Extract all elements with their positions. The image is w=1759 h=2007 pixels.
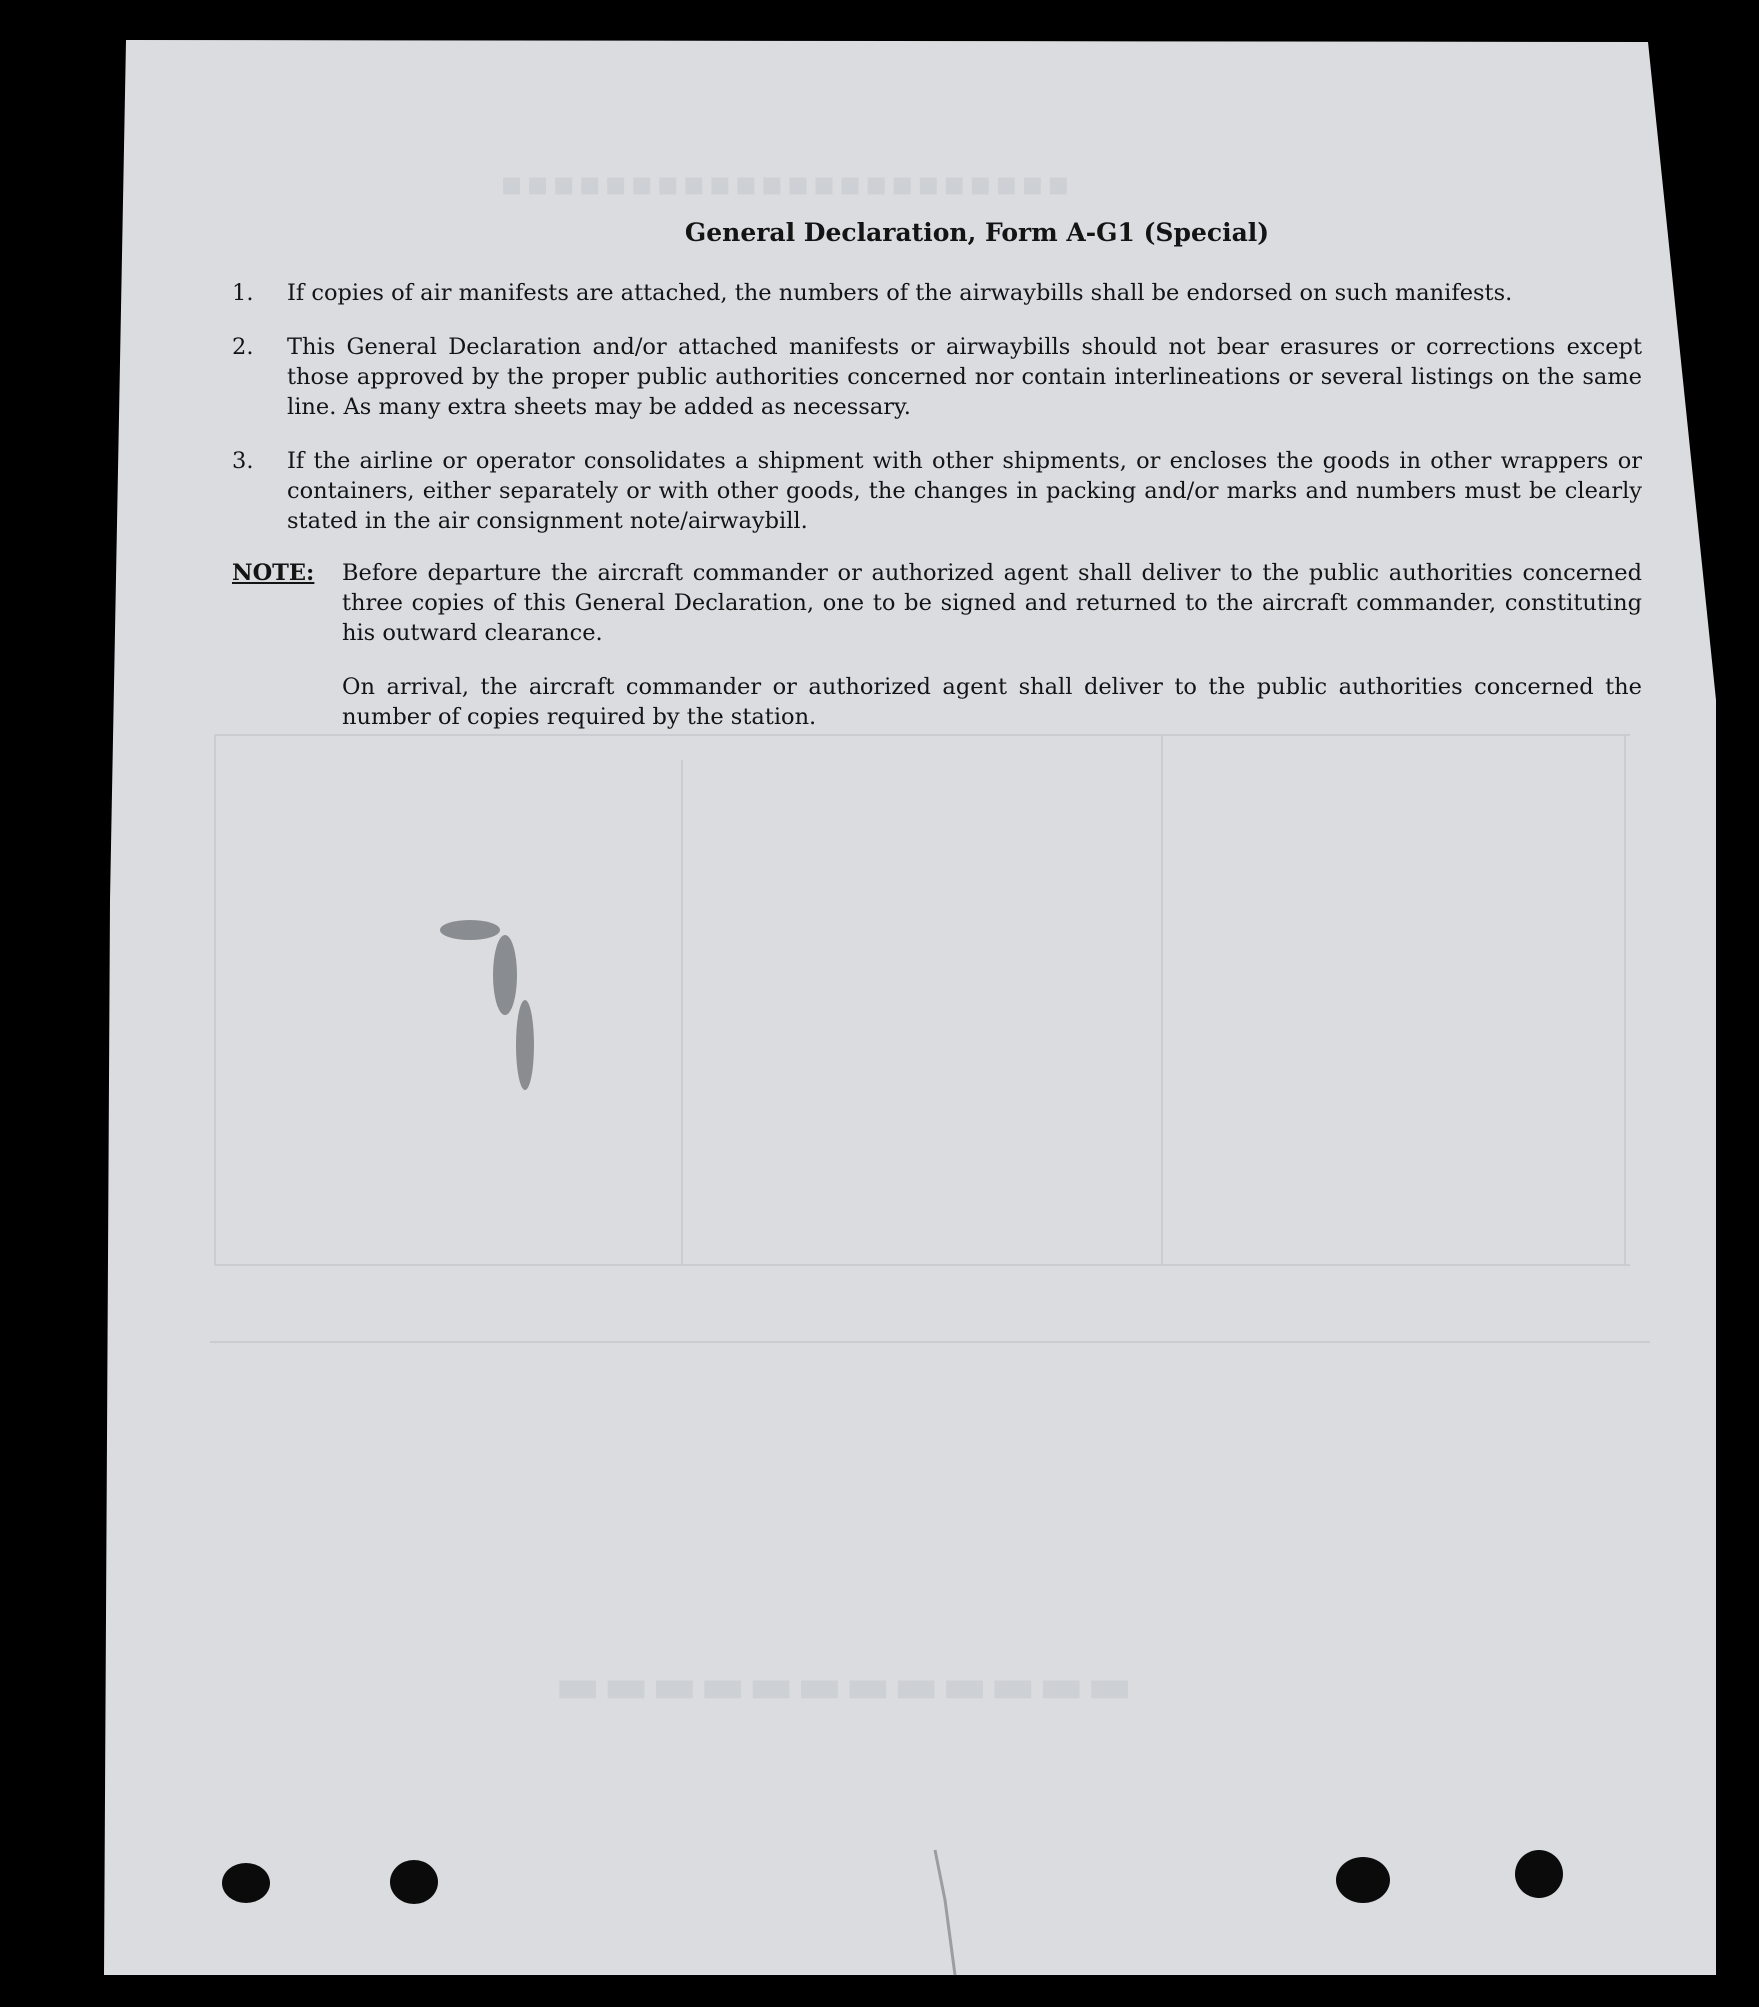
note-body bbox=[342, 558, 1642, 756]
note-section bbox=[232, 558, 1642, 756]
form-title: General Declaration, Form A-G1 (Special) bbox=[684, 218, 1270, 247]
item-text: If the airline or operator consolidates a shipment with other shipments, or encloses the goods in other wrappers or containers, either separately or with other goods, the changes in packing and/or marks and numbers must be clearly stated in the air consignment note/airwaybill. bbox=[287, 448, 1642, 534]
punch-hole bbox=[1336, 1857, 1390, 1903]
item-number: 2. bbox=[232, 334, 254, 360]
item-text: If copies of air manifests are attached, the numbers of the airwaybills shall be endorsed on such manifests. bbox=[287, 280, 1513, 306]
show-through-heading: ▪▪▪▪▪▪▪▪▪▪▪▪▪▪▪▪▪▪▪▪▪▪ bbox=[500, 168, 1073, 208]
note-paragraph: On arrival, the aircraft commander or authorized agent shall deliver to the public authorities concerned the number of copies required by the station. bbox=[342, 674, 1642, 730]
note-paragraph: Before departure the aircraft commander or authorized agent shall deliver to the public authorities concerned three copies of this General Declaration, one to be signed and returned to the aircraft commander, constituting his outward clearance. bbox=[342, 560, 1642, 646]
item-number: 1. bbox=[232, 280, 254, 306]
instruction-item bbox=[232, 332, 1642, 422]
punch-hole bbox=[222, 1863, 270, 1903]
instruction-item bbox=[232, 446, 1642, 536]
note-label: NOTE: bbox=[232, 560, 315, 586]
punch-hole bbox=[1515, 1850, 1563, 1898]
item-text: This General Declaration and/or attached manifests or airwaybills should not bear erasures or corrections except those approved by the proper public authorities concerned nor contain interlineations or several listings on the same line. As many extra sheets may be added as necessary. bbox=[287, 334, 1642, 420]
declaration-instructions bbox=[232, 218, 1642, 756]
instruction-item bbox=[232, 278, 1642, 308]
punch-hole bbox=[390, 1860, 438, 1904]
show-through-title: ▬▬▬▬▬▬▬▬▬▬▬▬ bbox=[555, 1665, 1136, 1721]
item-number: 3. bbox=[232, 448, 254, 474]
